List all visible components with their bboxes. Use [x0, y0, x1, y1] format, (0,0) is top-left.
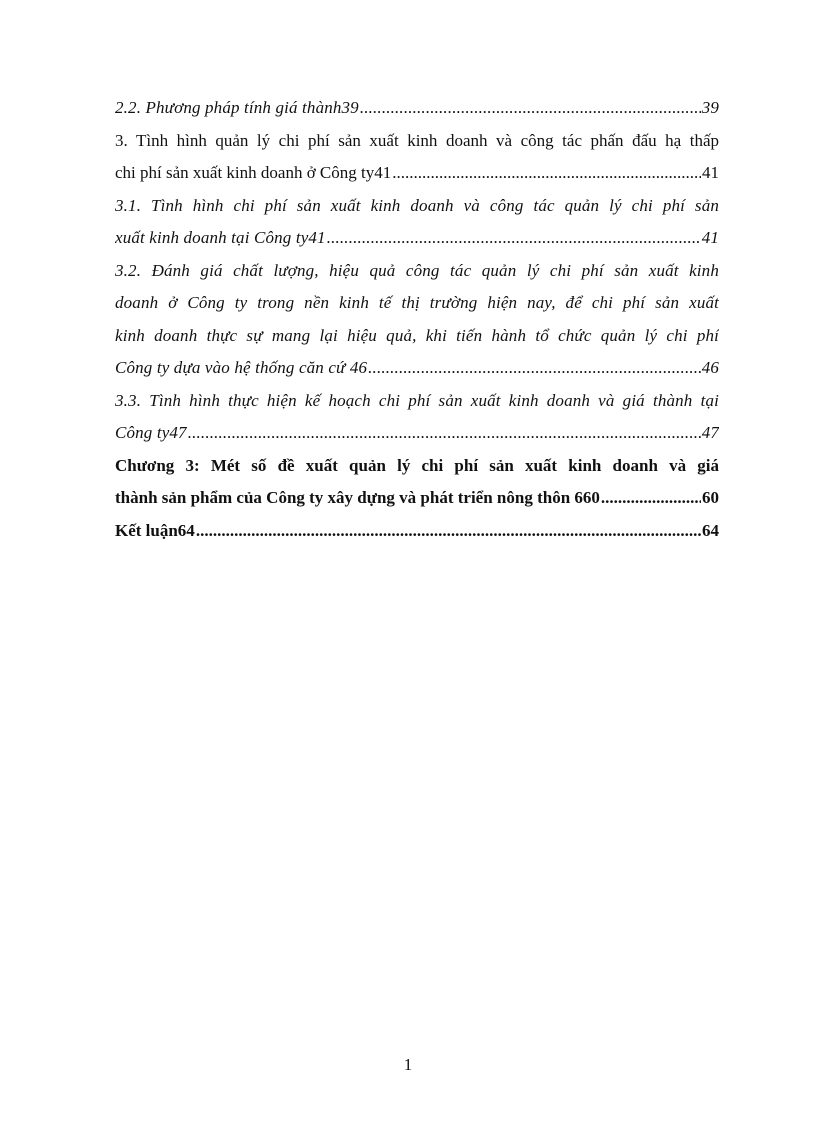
toc-page-number: 39 [701, 98, 719, 117]
toc-entry-title: Công ty47 [115, 423, 187, 442]
toc-entry-title: Công ty dựa vào hệ thống căn cứ 46 [115, 358, 368, 377]
toc-entry-line [115, 515, 719, 548]
toc-dot-leader [188, 417, 701, 450]
toc-entry[interactable] [115, 125, 719, 190]
toc-entry-title: chi phí sản xuất kinh doanh ở Công ty41 [115, 163, 392, 182]
toc-entry[interactable] [115, 515, 719, 548]
toc-page-number: 41 [701, 228, 719, 247]
toc-entry-line [115, 222, 719, 255]
toc-page-number: 64 [702, 520, 719, 540]
toc-entry-line: Chương 3: Mét số đề xuất quản lý chi phí sản xuất kinh doanh và giá [115, 455, 719, 475]
toc-entry-title: 2.2. Phương pháp tính giá thành39 [115, 98, 359, 117]
toc-dot-leader [392, 157, 701, 190]
toc-entry-line [115, 352, 719, 385]
toc-entry[interactable] [115, 450, 719, 515]
toc-dot-leader [368, 352, 701, 385]
toc-entry-line [115, 417, 719, 450]
toc-entry-title: xuất kinh doanh tại Công ty41 [115, 228, 326, 247]
toc-entry-line: 3. Tình hình quản lý chi phí sản xuất kinh doanh và công tác phấn đấu hạ thấp [115, 130, 719, 150]
toc-entry[interactable] [115, 255, 719, 385]
toc-entry-line: 3.3. Tình hình thực hiện kế hoạch chi phí sản xuất kinh doanh và giá thành tại [115, 390, 719, 410]
toc-entry-line [115, 482, 719, 515]
page-number-footer: 1 [403, 1055, 413, 1074]
toc-page-number: 60 [702, 488, 719, 507]
toc-entry-line: 3.1. Tình hình chi phí sản xuất kinh doanh và công tác quản lý chi phí sản [115, 195, 719, 215]
toc-dot-leader [601, 482, 701, 515]
toc-entry[interactable] [115, 92, 719, 125]
toc-entry-line [115, 92, 719, 125]
toc-entry-title: Kết luận64 [115, 520, 195, 540]
toc-dot-leader [327, 222, 701, 255]
toc-entry[interactable] [115, 385, 719, 450]
toc-page-number: 46 [701, 358, 719, 377]
toc-entry-title: thành sản phẩm của Công ty xây dựng và phát triển nông thôn 660 [115, 488, 600, 507]
toc-page-number: 41 [702, 163, 719, 182]
toc-dot-leader [196, 515, 701, 548]
toc-entry-line: doanh ở Công ty trong nền kinh tế thị trường hiện nay, để chi phí sản xuất [115, 293, 719, 312]
table-of-contents [115, 92, 719, 547]
toc-entry-line [115, 157, 719, 190]
toc-entry-line: kinh doanh thực sự mang lại hiệu quả, khi tiến hành tổ chức quản lý chi phí [115, 325, 719, 345]
toc-entry[interactable] [115, 190, 719, 255]
toc-entry-line: 3.2. Đánh giá chất lượng, hiệu quả công tác quản lý chi phí sản xuất kinh [115, 260, 719, 280]
toc-page-number: 47 [701, 423, 719, 442]
toc-dot-leader [360, 92, 701, 125]
